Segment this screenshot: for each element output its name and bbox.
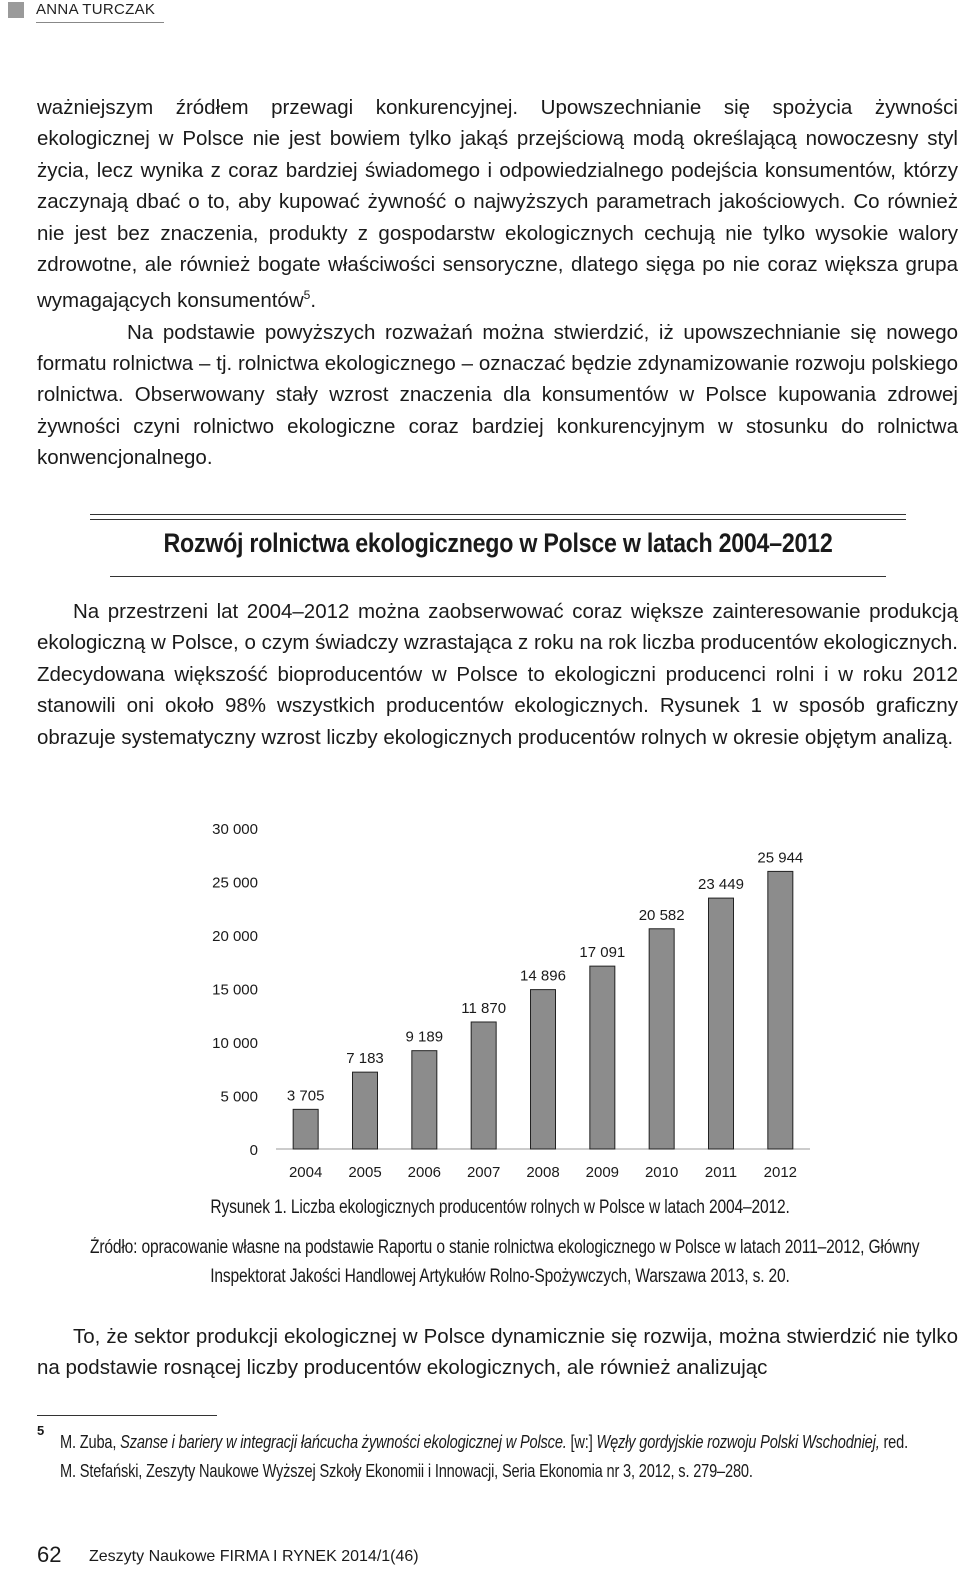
y-tick-label: 10 000 xyxy=(212,1035,258,1052)
section-rule-bottom xyxy=(110,576,886,577)
bar xyxy=(768,871,793,1149)
data-label: 9 189 xyxy=(405,1028,444,1046)
body-text-section xyxy=(37,596,958,753)
bar-chart xyxy=(180,810,840,1190)
page-number: 62 xyxy=(37,1542,62,1567)
running-header xyxy=(0,0,960,24)
footnote-number: 5 xyxy=(37,1423,45,1438)
y-tick-label: 20 000 xyxy=(212,928,258,945)
section-rule-top xyxy=(90,514,906,515)
x-tick-label: 2008 xyxy=(526,1164,560,1181)
figure-caption: Rysunek 1. Liczba ekologicznych producentów rolnych w Polsce w latach 2004–2012. xyxy=(210,1197,790,1218)
paragraph-3: Na przestrzeni lat 2004–2012 można zaobserwować coraz większe zainteresowanie produkcją ekologiczną w Polsce, o czym świadczy wzrastająca z roku na rok liczba producentów ekologicznych. Zdecydowana większość bioproducentów w Polsce to ekologiczni producenci rolni i w roku 2012 stanowili oni około 98% wszystkich producentów ekologicznych. Rysunek 1 w sposób graficzny obrazuje systematyczny wzrost liczby ekologicznych producentów rolnych w okresie objętym analizą. xyxy=(37,600,958,749)
bar xyxy=(709,898,734,1149)
source-line-2: Inspektorat Jakości Handlowej Artykułów Rolno-Spożywczych, Warszawa 2013, s. 20. xyxy=(210,1266,790,1287)
data-label: 11 870 xyxy=(461,999,507,1017)
chart-svg xyxy=(180,810,840,1190)
footnote-line-2: M. Stefański, Zeszyty Naukowe Wyższej Szkoły Ekonomii i Innowacji, Seria Ekonomia nr 3, 2012, s. 279–280. xyxy=(60,1461,753,1481)
author-name: ANNA TURCZAK xyxy=(36,1,156,18)
bar xyxy=(412,1051,437,1149)
data-label: 20 582 xyxy=(638,906,685,924)
y-tick-label: 30 000 xyxy=(212,821,258,838)
y-tick-label: 5 000 xyxy=(220,1088,258,1106)
figure-source xyxy=(90,1233,920,1291)
x-tick-label: 2006 xyxy=(407,1164,442,1181)
section-rule-top-double xyxy=(90,519,906,520)
header-square-mark xyxy=(8,2,24,18)
x-tick-label: 2009 xyxy=(585,1164,620,1181)
data-label: 17 091 xyxy=(579,944,626,962)
bar xyxy=(293,1109,318,1149)
header-rule xyxy=(36,22,164,23)
footnote-line-1: M. Zuba, Szanse i bariery w integracji łańcucha żywności ekologicznej w Polsce. [w:] Węzły gordyjskie rozwoju Polski Wschodniej, red. xyxy=(60,1432,908,1452)
journal-name: Zeszyty Naukowe FIRMA I RYNEK 2014/1(46) xyxy=(89,1548,419,1565)
x-tick-label: 2007 xyxy=(466,1164,501,1181)
x-tick-label: 2005 xyxy=(348,1164,382,1181)
bar xyxy=(353,1072,378,1149)
x-tick-label: 2012 xyxy=(763,1164,798,1181)
section-title: Rozwój rolnictwa ekologicznego w Polsce w latach 2004–2012 xyxy=(163,528,833,558)
data-label: 25 944 xyxy=(757,849,804,867)
bar xyxy=(471,1022,496,1149)
bar xyxy=(590,966,615,1149)
data-label: 23 449 xyxy=(698,876,744,894)
data-label: 3 705 xyxy=(286,1087,325,1105)
footnote-ref[interactable]: 5 xyxy=(303,288,311,303)
source-line-1: Źródło: opracowanie własne na podstawie Raportu o stanie rolnictwa ekologicznego w Polsce w latach 2011–2012, Główny xyxy=(90,1237,920,1258)
paragraph-1: ważniejszym źródłem przewagi konkurencyjnej. Upowszechnianie się spożycia żywności ekologicznej w Polsce nie jest bowiem tylko jakąś przejściową modą określającą nowoczesny styl życia, lecz wynika z coraz bardziej świadomego i odpowiedzialnego podejścia konsumentów, którzy zaczynają dbać o to, aby kupować żywność o najwyższych parametrach jakościowych. Co również nie jest bez znaczenia, produkty z gospodarstw ekologicznych cechują nie tylko wysokie walory zdrowotne, ale również bogate właściwości sensoryczne, dlatego sięga po nie coraz większa grupa wymagających konsumentów$^5$. xyxy=(37,96,958,313)
body-text-bottom xyxy=(37,1321,958,1384)
data-label: 7 183 xyxy=(346,1050,384,1068)
y-tick-label: 25 000 xyxy=(212,874,258,892)
paragraph-2: Na podstawie powyższych rozważań można stwierdzić, iż upowszechnianie się nowego formatu rolnictwa – tj. rolnictwa ekologicznego – oznaczać będzie zdynamizowanie rozwoju polskiego rolnictwa. Obserwowany stały wzrost znaczenia dla konsumentów w Polsce kupowania zdrowej żywności czyni rolnictwo ekologiczne coraz bardziej konkurencyjnym w stosunku do rolnictwa konwencjonalnego. xyxy=(37,320,958,470)
paragraph-4: To, że sektor produkcji ekologicznej w Polsce dynamicznie się rozwija, można stwierdzić nie tylko na podstawie rosnącej liczby producentów ekologicznych, ale również analizując xyxy=(37,1325,958,1380)
x-tick-label: 2011 xyxy=(704,1164,738,1181)
x-tick-label: 2004 xyxy=(288,1164,323,1181)
y-tick-label: 15 000 xyxy=(212,981,258,999)
bar xyxy=(649,929,674,1149)
bar xyxy=(531,990,556,1149)
y-tick-label: 0 xyxy=(249,1142,258,1159)
footnote-rule xyxy=(37,1415,217,1416)
body-text-top xyxy=(37,92,958,474)
x-tick-label: 2010 xyxy=(644,1164,679,1181)
data-label: 14 896 xyxy=(520,967,566,985)
footnote-text xyxy=(60,1428,951,1486)
